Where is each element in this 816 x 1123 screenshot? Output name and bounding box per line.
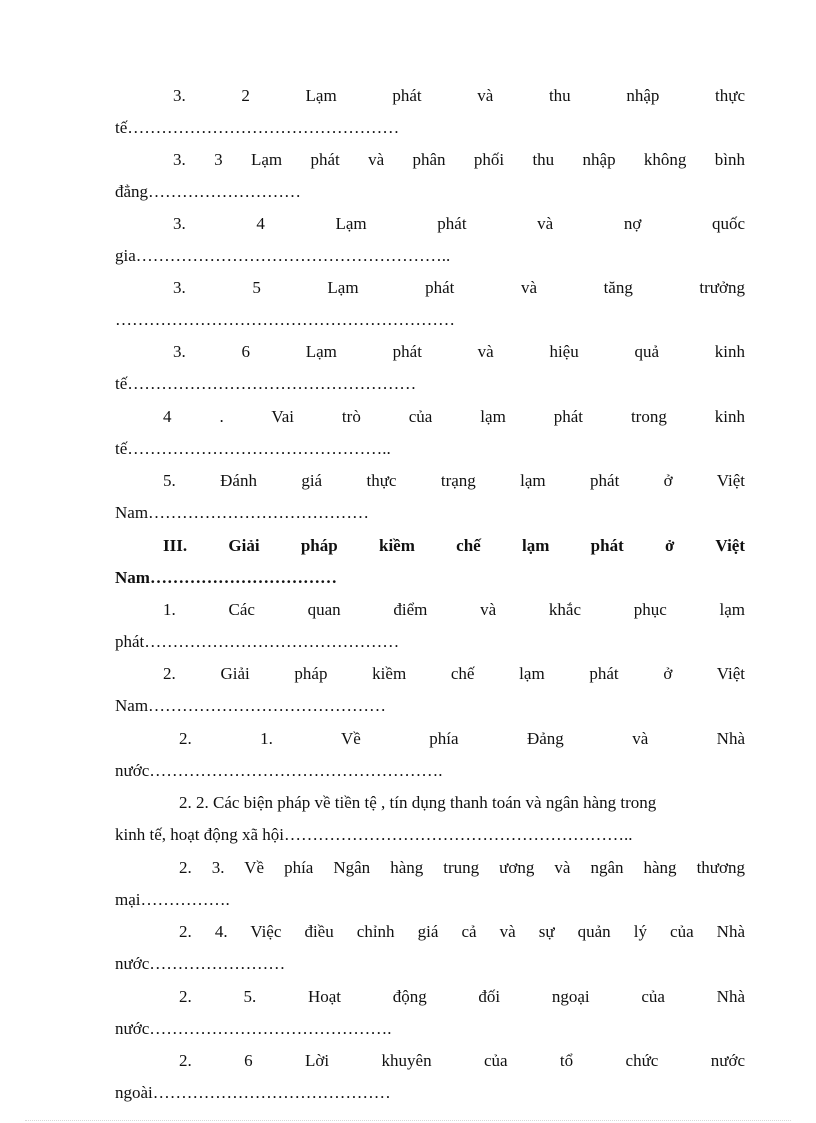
toc-entry-heading: 2. 2. Các biện pháp về tiền tệ , tín dụng thanh toán và ngân hàng trong <box>179 793 657 812</box>
toc-entry-heading: 3. 5 Lạm phát và tăng trưởng <box>173 278 745 297</box>
toc-entry-leader: phát……………………………………… <box>115 632 400 651</box>
page-bottom-divider <box>25 1120 791 1121</box>
toc-entry-2-3 <box>115 852 745 916</box>
toc-entry-5 <box>115 465 745 529</box>
toc-section-iii <box>115 530 745 594</box>
toc-entry-leader: nước……………………………………. <box>115 1019 392 1038</box>
toc-entry-leader: Nam…………………………………… <box>115 696 387 715</box>
toc-entry-leader: ngoài…………………………………… <box>115 1083 391 1102</box>
toc-entry-heading: 2. 3. Về phía Ngân hàng trung ương và ngân hàng thương <box>179 858 745 877</box>
toc-entry-3-4 <box>115 208 745 272</box>
toc-entry-leader: tế………………………………………… <box>115 118 400 137</box>
toc-entry-heading: 3. 6 Lạm phát và hiệu quả kinh <box>173 342 745 361</box>
toc-entry-leader: mại……………. <box>115 890 230 909</box>
toc-entry-3-5 <box>115 272 745 336</box>
toc-entry-iii-2 <box>115 658 745 722</box>
toc-entry-2-6 <box>115 1045 745 1109</box>
toc-entry-iii-1 <box>115 594 745 658</box>
toc-entry-leader: tế……………………………………….. <box>115 439 391 458</box>
toc-entry-3-3 <box>115 144 745 208</box>
toc-entry-2-5 <box>115 981 745 1045</box>
toc-entry-leader: kinh tế, hoạt động xã hội…………………………………………………….. <box>115 825 633 844</box>
toc-entry-heading: 3. 3 Lạm phát và phân phối thu nhập không bình <box>173 150 745 169</box>
toc-entry-2-1 <box>115 723 745 787</box>
toc-entry-leader: nước…………………… <box>115 954 286 973</box>
toc-entry-4 <box>115 401 745 465</box>
toc-entry-heading: 2. Giải pháp kiềm chế lạm phát ở Việt <box>163 664 745 683</box>
toc-entry-leader: gia……………………………………………….. <box>115 246 451 265</box>
toc-entry-heading: 3. 4 Lạm phát và nợ quốc <box>173 214 745 233</box>
toc-entry-heading: 3. 2 Lạm phát và thu nhập thực <box>173 86 745 105</box>
toc-section-heading: III. Giải pháp kiềm chế lạm phát ở Việt <box>163 536 745 555</box>
toc-entry-leader: Nam…………………………… <box>115 568 337 587</box>
toc-entry-heading: 2. 1. Về phía Đảng và Nhà <box>179 729 745 748</box>
toc-entry-heading: 4 . Vai trò của lạm phát trong kinh <box>163 407 745 426</box>
toc-entry-leader: đẳng……………………… <box>115 182 302 201</box>
toc-entry-2-2 <box>115 787 745 851</box>
toc-entry-leader: nước……………………………………………. <box>115 761 443 780</box>
toc-entry-heading: 5. Đánh giá thực trạng lạm phát ở Việt <box>163 471 745 490</box>
toc-entry-2-4 <box>115 916 745 980</box>
toc-entry-heading: 1. Các quan điểm và khắc phục lạm <box>163 600 745 619</box>
toc-entry-heading: 2. 6 Lời khuyên của tổ chức nước <box>179 1051 745 1070</box>
toc-entry-heading: 2. 5. Hoạt động đối ngoại của Nhà <box>179 987 745 1006</box>
toc-entry-leader: Nam………………………………… <box>115 503 370 522</box>
toc-entry-3-2 <box>115 80 745 144</box>
toc-entry-leader: tế…………………………………………… <box>115 374 417 393</box>
toc-entry-heading: 2. 4. Việc điều chỉnh giá cả và sự quản lý của Nhà <box>179 922 745 941</box>
toc-entry-3-6 <box>115 336 745 400</box>
toc-entry-leader: …………………………………………………… <box>115 310 455 329</box>
